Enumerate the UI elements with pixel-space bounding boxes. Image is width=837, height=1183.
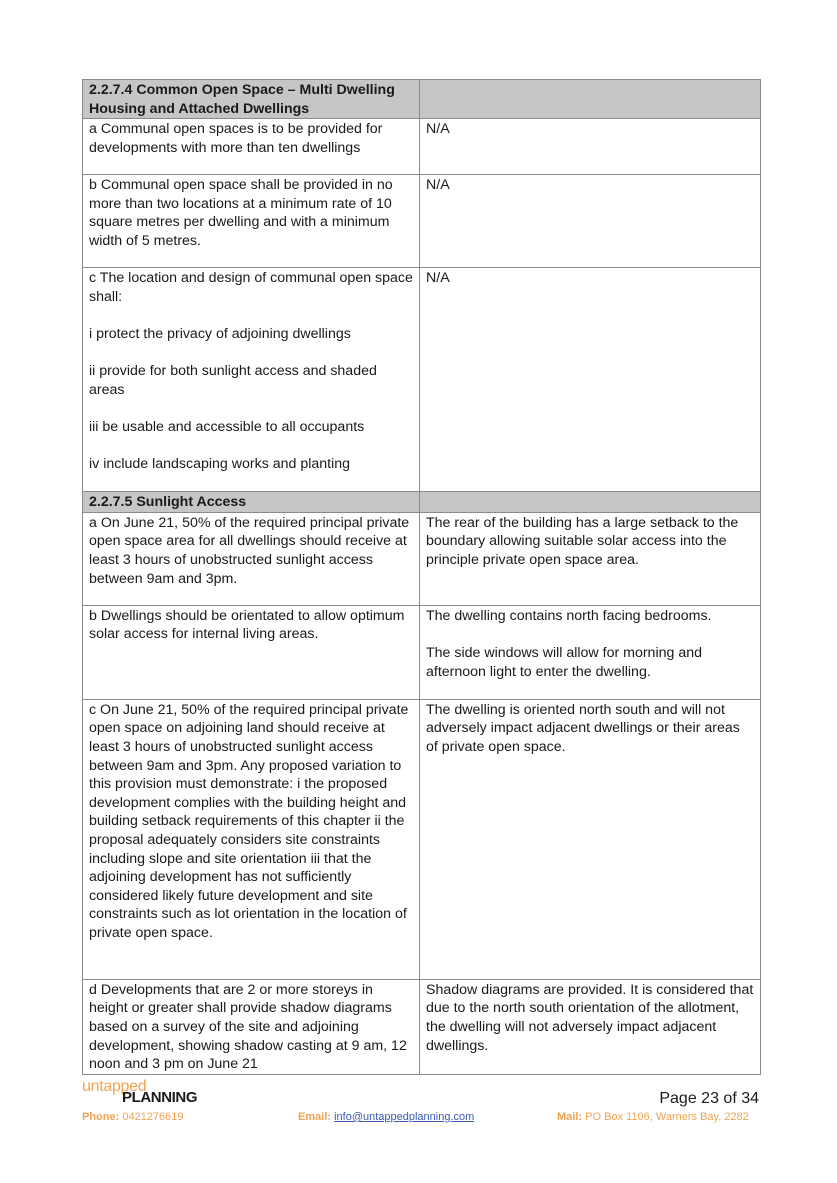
footer-phone: Phone: 0421276619 <box>82 1111 184 1123</box>
section-heading: 2.2.7.4 Common Open Space – Multi Dwelling Housing and Attached Dwellings <box>83 80 420 119</box>
requirement-cell: b Communal open space shall be provided in no more than two locations at a minimum rate of 10 square metres per dwelling and with a minimum width of 5 metres. <box>83 175 420 268</box>
response-cell: N/A <box>420 268 761 492</box>
section-heading-row <box>83 492 761 513</box>
table-row <box>83 175 761 268</box>
untapped-planning-logo <box>82 1078 242 1108</box>
requirement-cell: a Communal open spaces is to be provided for developments with more than ten dwellings <box>83 119 420 175</box>
section-heading-row <box>83 80 761 119</box>
response-cell: N/A <box>420 119 761 175</box>
table-row <box>83 699 761 979</box>
requirement-cell: d Developments that are 2 or more storeys in height or greater shall provide shadow diagrams based on a survey of the site and adjoining development, showing shadow casting at 9 am, 12 noon and 3 pm on June 21 <box>83 979 420 1074</box>
table-row <box>83 512 761 605</box>
logo-text-top: untapped <box>82 1078 147 1095</box>
footer-mail: Mail: PO Box 1106, Warners Bay, 2282 <box>557 1111 749 1123</box>
table-row <box>83 605 761 699</box>
requirement-cell: c On June 21, 50% of the required principal private open space on adjoining land should receive at least 3 hours of unobstructed sunlight access between 9am and 3pm. Any proposed variation to this provision must demonstrate: i the proposed development complies with the building height and building setback requirements of this chapter ii the proposal adequately considers site constraints including slope and site orientation iii that the adjoining development has not sufficiently considered likely future development and site constraints such as lot orientation in the location of private open space. <box>83 699 420 979</box>
table-row <box>83 268 761 492</box>
response-cell: The dwelling is oriented north south and will not adversely impact adjacent dwellings or their areas of private open space. <box>420 699 761 979</box>
email-link[interactable]: info@untappedplanning.com <box>334 1111 475 1123</box>
page-number: Page 23 of 34 <box>659 1090 759 1107</box>
requirements-table <box>82 79 761 1075</box>
response-cell: N/A <box>420 175 761 268</box>
response-cell: The rear of the building has a large setback to the boundary allowing suitable solar access into the principle private open space area. <box>420 512 761 605</box>
logo-text-bottom: PLANNING <box>122 1089 198 1106</box>
requirement-cell: a On June 21, 50% of the required principal private open space area for all dwellings should receive at least 3 hours of unobstructed sunlight access between 9am and 3pm. <box>83 512 420 605</box>
requirement-cell: b Dwellings should be orientated to allow optimum solar access for internal living areas. <box>83 605 420 699</box>
footer-email: Email: info@untappedplanning.com <box>298 1111 475 1123</box>
response-cell: The dwelling contains north facing bedrooms. The side windows will allow for morning and afternoon light to enter the dwelling. <box>420 605 761 699</box>
table-row <box>83 119 761 175</box>
table-row <box>83 979 761 1074</box>
requirement-cell: c The location and design of communal open space shall: i protect the privacy of adjoining dwellings ii provide for both sunlight access and shaded areas iii be usable and accessible to all occupants iv include landscaping works and planting <box>83 268 420 492</box>
section-heading: 2.2.7.5 Sunlight Access <box>83 492 420 513</box>
response-cell: Shadow diagrams are provided. It is considered that due to the north south orientation of the allotment, the dwelling will not adversely impact adjacent dwellings. <box>420 979 761 1074</box>
